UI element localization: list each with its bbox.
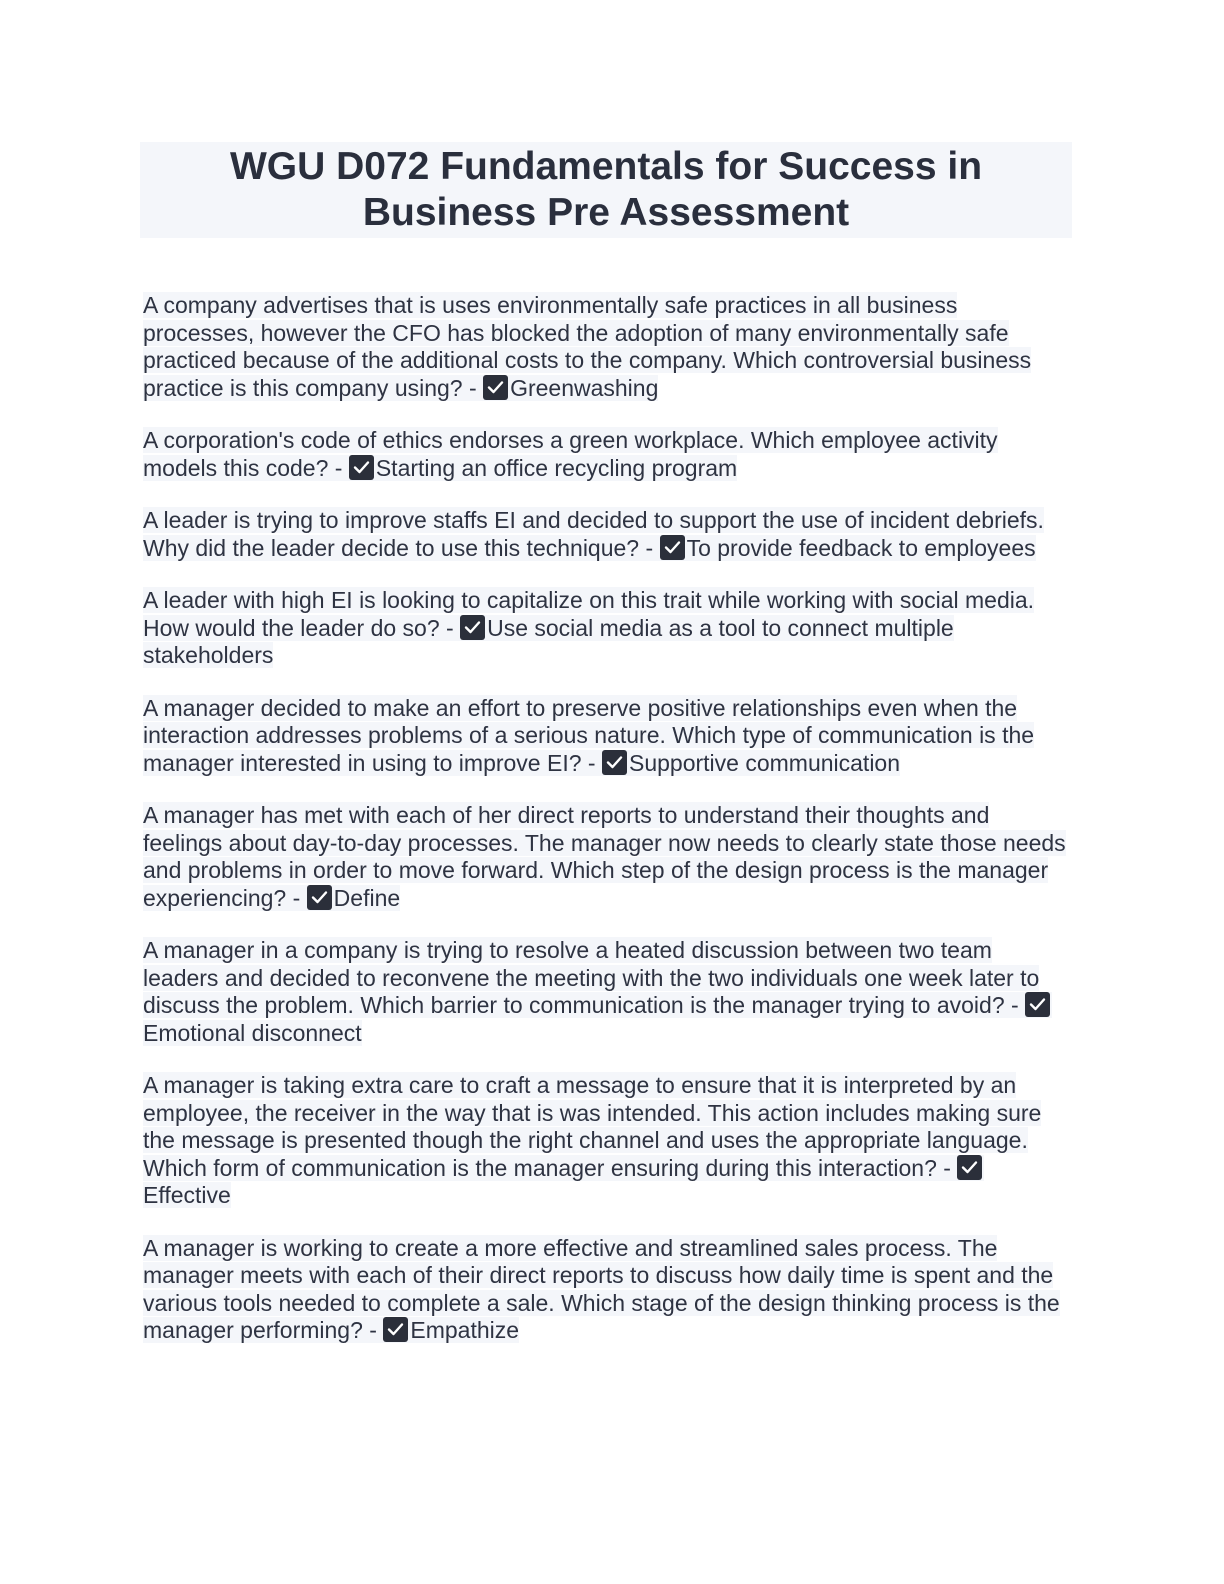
answer-text: To provide feedback to employees [686,534,1036,561]
question-item [143,507,1072,562]
question-item [143,937,1072,1047]
question-text: A manager has met with each of her direct reports to understand their thoughts and feelings about day-to-day processes. The manager now needs to clearly state those needs and problems in order to move forward. Which step of the design process is the manager experiencing? [143,802,1066,911]
checkmark-icon [1025,992,1050,1017]
answer-separator: - [328,454,349,481]
question-item [143,1072,1072,1210]
question-item [143,1235,1072,1345]
question-item [143,802,1072,912]
question-item [143,427,1072,482]
question-text: A leader is trying to improve staffs EI and decided to support the use of incident debriefs. Why did the leader decide to use this technique? [143,507,1044,561]
answer-text: Effective [143,1182,231,1208]
answer-separator: - [936,1154,958,1181]
question-text: A corporation's code of ethics endorses a green workplace. Which employee activity models this code? [143,427,998,481]
question-item [143,292,1072,402]
answer-separator: - [639,534,660,561]
question-list [140,292,1072,1345]
question-item [143,695,1072,778]
checkmark-icon [602,750,627,775]
answer-text: Define [333,884,401,911]
checkmark-icon [483,375,508,400]
checkmark-icon [660,535,685,560]
answer-separator: - [581,749,602,776]
answer-separator: - [462,374,484,401]
answer-text: Supportive communication [628,749,901,776]
answer-separator: - [286,884,307,911]
checkmark-icon [307,885,332,910]
question-text: A manager decided to make an effort to preserve positive relationships even when the interaction addresses problems of a serious nature. Which type of communication is the manager interested in using to improve EI? [143,694,1035,776]
document-page [140,142,1072,1370]
question-text: A manager in a company is trying to resolve a heated discussion between two team leaders and decided to reconvene the meeting with the two individuals one week later to discuss the problem. Which barrier to communication is the manager trying to avoid? [143,937,1040,1018]
checkmark-icon [460,615,485,640]
question-text: A leader with high EI is looking to capitalize on this trait while working with social media. How would the leader do so? [143,587,1035,641]
answer-text: Greenwashing [510,374,659,401]
answer-text: Emotional disconnect [143,1019,362,1046]
checkmark-icon [957,1155,982,1180]
question-text: A manager is taking extra care to craft a message to ensure that it is interpreted by an employee, the receiver in the way that is was intended. This action includes making sure the message is presented though the right channel and uses the appropriate language. Which form of communication is the manager ensuring during this interaction? [143,1072,1042,1181]
page-title: WGU D072 Fundamentals for Success in Business Pre Assessment [229,145,983,234]
answer-text: Empathize [410,1317,520,1343]
answer-separator: - [1004,992,1026,1018]
answer-separator: - [439,614,461,641]
answer-text: Starting an office recycling program [375,454,738,481]
checkmark-icon [349,455,374,480]
checkmark-icon [383,1317,408,1342]
title-banner [140,142,1072,238]
question-item [143,587,1072,670]
question-text: A company advertises that is uses environmentally safe practices in all business processes, however the CFO has blocked the adoption of many environmentally safe practiced because of the additional costs to the company. Which controversial business practice is this company using? [143,292,1032,401]
answer-text: Use social media as a tool to connect multiple stakeholders [143,614,954,668]
answer-separator: - [362,1317,384,1343]
question-text: A manager is working to create a more effective and streamlined sales process. The manager meets with each of their direct reports to discuss how daily time is spent and the various tools needed to complete a sale. Which stage of the design thinking process is the manager performing? [143,1234,1060,1343]
